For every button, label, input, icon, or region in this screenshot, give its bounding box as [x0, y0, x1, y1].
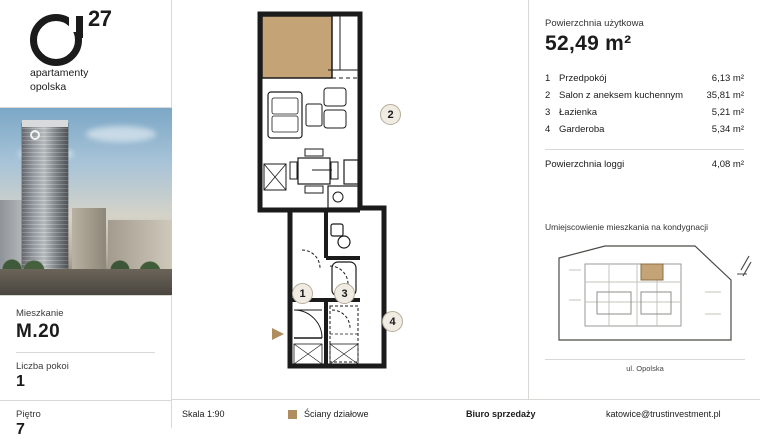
divider [545, 149, 744, 150]
room-name: Łazienka [559, 107, 598, 118]
scale-label: Skala 1:90 [182, 409, 225, 419]
usable-area-value: 52,49 m² [545, 32, 632, 55]
loggia-value: 4,08 m² [711, 159, 744, 170]
room-name: Przedpokój [559, 73, 607, 84]
room-number: 3 [545, 107, 551, 118]
compass-north-icon [737, 256, 751, 276]
circle-logo-icon [30, 14, 84, 68]
flat-code: M.20 [16, 321, 61, 342]
flat-label: Mieszkanie [16, 308, 64, 319]
photo-logo-icon [30, 130, 40, 140]
room-number: 4 [545, 124, 551, 135]
brand-name [30, 66, 88, 94]
room-table [545, 70, 744, 138]
table-row [545, 121, 744, 138]
building-photo [0, 108, 172, 296]
loggia-area [262, 16, 332, 78]
brand-block [0, 0, 171, 108]
room-name: Garderoba [559, 124, 605, 135]
sales-office-label: Biuro sprzedaży [466, 409, 536, 419]
room-area: 5,21 m² [711, 107, 744, 118]
divider [545, 359, 745, 360]
sales-email[interactable]: katowice@trustinvestment.pl [606, 409, 721, 419]
room-marker-3[interactable]: 3 [334, 283, 355, 304]
brand-line-1: apartamenty [30, 67, 89, 79]
legend-swatch-icon [288, 410, 297, 419]
loggia-label: Powierzchnia loggi [545, 159, 625, 170]
brand-number: 27 [88, 6, 112, 31]
sidebar [0, 0, 172, 438]
location-title: Umiejscowienie mieszkania na kondygnacji [545, 222, 708, 232]
room-number: 1 [545, 73, 551, 84]
rooms-count-label: Liczba pokoi [16, 361, 69, 372]
street-label: ul. Opolska [626, 364, 664, 373]
room-marker-4[interactable]: 4 [382, 311, 403, 332]
plan-svg [172, 0, 528, 400]
legend [288, 409, 466, 419]
room-area: 6,13 m² [711, 73, 744, 84]
loggia-row [545, 159, 744, 170]
table-row [545, 87, 744, 104]
brand-line-2: opolska [30, 81, 67, 93]
table-row [545, 104, 744, 121]
usable-area-label: Powierzchnia użytkowa [545, 18, 644, 29]
floorplan-drawing [172, 0, 528, 400]
room-marker-1[interactable]: 1 [292, 283, 313, 304]
room-area: 5,34 m² [711, 124, 744, 135]
room-name: Salon z aneksem kuchennym [559, 90, 684, 101]
floor-value: 7 [16, 421, 25, 438]
rooms-count-value: 1 [16, 373, 25, 390]
sidebar-footer [0, 400, 172, 428]
floor-label: Piętro [16, 409, 41, 420]
room-number: 2 [545, 90, 551, 101]
room-marker-2[interactable]: 2 [380, 104, 401, 125]
footer [172, 400, 760, 428]
floor-key-plan [545, 240, 745, 373]
legend-label: Ściany działowe [304, 409, 369, 419]
room-area: 35,81 m² [706, 90, 744, 101]
table-row [545, 70, 744, 87]
info-panel [528, 0, 760, 400]
divider [16, 352, 155, 353]
highlighted-flat [641, 264, 663, 280]
entrance-arrow-icon [272, 328, 284, 340]
